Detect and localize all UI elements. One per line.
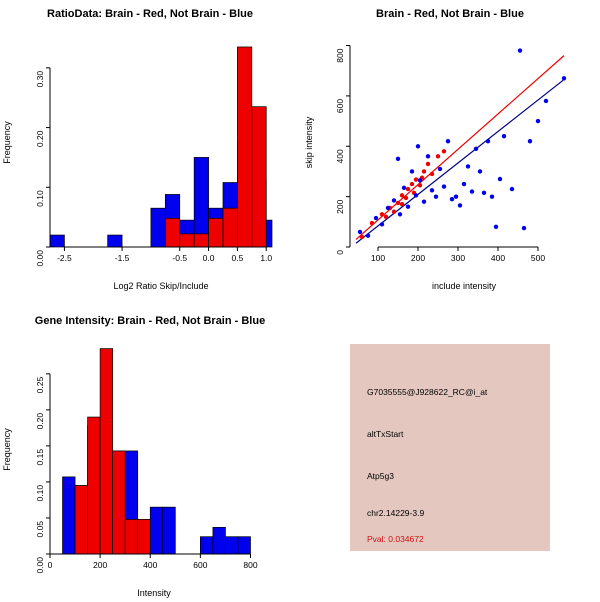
info-gene: Atp5g3	[367, 471, 394, 481]
panel-hist-intensity	[0, 315, 300, 602]
hist-ratio-plot	[0, 20, 300, 295]
svg-text:200: 200	[335, 199, 345, 214]
info-pval: Pval: 0.034672	[367, 534, 424, 544]
svg-text:0.00: 0.00	[35, 557, 45, 574]
svg-text:400: 400	[335, 149, 345, 164]
svg-text:600: 600	[335, 98, 345, 114]
svg-text:0.10: 0.10	[35, 484, 45, 502]
svg-text:-1.5: -1.5	[114, 253, 130, 263]
svg-text:skip intensity: skip intensity	[304, 116, 314, 169]
svg-text:400: 400	[490, 253, 506, 263]
scatter-plot	[300, 20, 600, 295]
hist-intensity-title: Gene Intensity: Brain - Red, Not Brain - Blue	[34, 315, 266, 327]
panel-hist-ratio	[0, 8, 300, 295]
svg-text:0.25: 0.25	[35, 376, 45, 394]
info-feature: altTxStart	[367, 429, 404, 439]
svg-text:300: 300	[450, 253, 466, 263]
info-locus: chr2.14229-3.9	[367, 508, 425, 518]
svg-text:Intensity: Intensity	[137, 588, 171, 598]
info-probe: G7035555@J928622_RC@i_at	[367, 387, 488, 397]
svg-text:800: 800	[243, 560, 258, 570]
svg-text:200: 200	[410, 253, 426, 263]
svg-text:0.5: 0.5	[231, 253, 244, 263]
svg-text:-0.5: -0.5	[172, 253, 188, 263]
svg-text:500: 500	[530, 253, 546, 263]
scatter-title: Brain - Red, Not Brain - Blue	[376, 8, 524, 20]
info-box	[350, 344, 550, 551]
svg-text:-2.5: -2.5	[57, 253, 72, 263]
panel-scatter	[300, 8, 600, 295]
svg-text:1.0: 1.0	[260, 253, 273, 263]
svg-text:200: 200	[93, 560, 108, 570]
svg-text:800: 800	[335, 48, 345, 63]
svg-text:include intensity: include intensity	[431, 281, 497, 291]
svg-text:Frequency: Frequency	[2, 428, 12, 471]
hist-ratio-title: RatioData: Brain - Red, Not Brain - Blue	[47, 8, 253, 20]
svg-text:400: 400	[143, 560, 158, 570]
svg-text:0.15: 0.15	[35, 448, 45, 466]
svg-text:0.00: 0.00	[35, 250, 45, 267]
svg-text:0.0: 0.0	[202, 253, 215, 263]
svg-text:0: 0	[335, 250, 345, 255]
svg-text:0: 0	[47, 560, 53, 570]
svg-text:0.10: 0.10	[35, 190, 45, 207]
hist-intensity-plot	[0, 327, 300, 602]
svg-text:0.20: 0.20	[35, 412, 45, 430]
svg-text:600: 600	[193, 560, 208, 570]
svg-text:Log2 Ratio Skip/Include: Log2 Ratio Skip/Include	[113, 281, 209, 291]
svg-text:Frequency: Frequency	[2, 121, 12, 164]
svg-text:0.30: 0.30	[35, 70, 45, 88]
svg-text:100: 100	[370, 253, 386, 263]
svg-text:0.20: 0.20	[35, 130, 45, 148]
svg-text:0.05: 0.05	[35, 520, 45, 538]
